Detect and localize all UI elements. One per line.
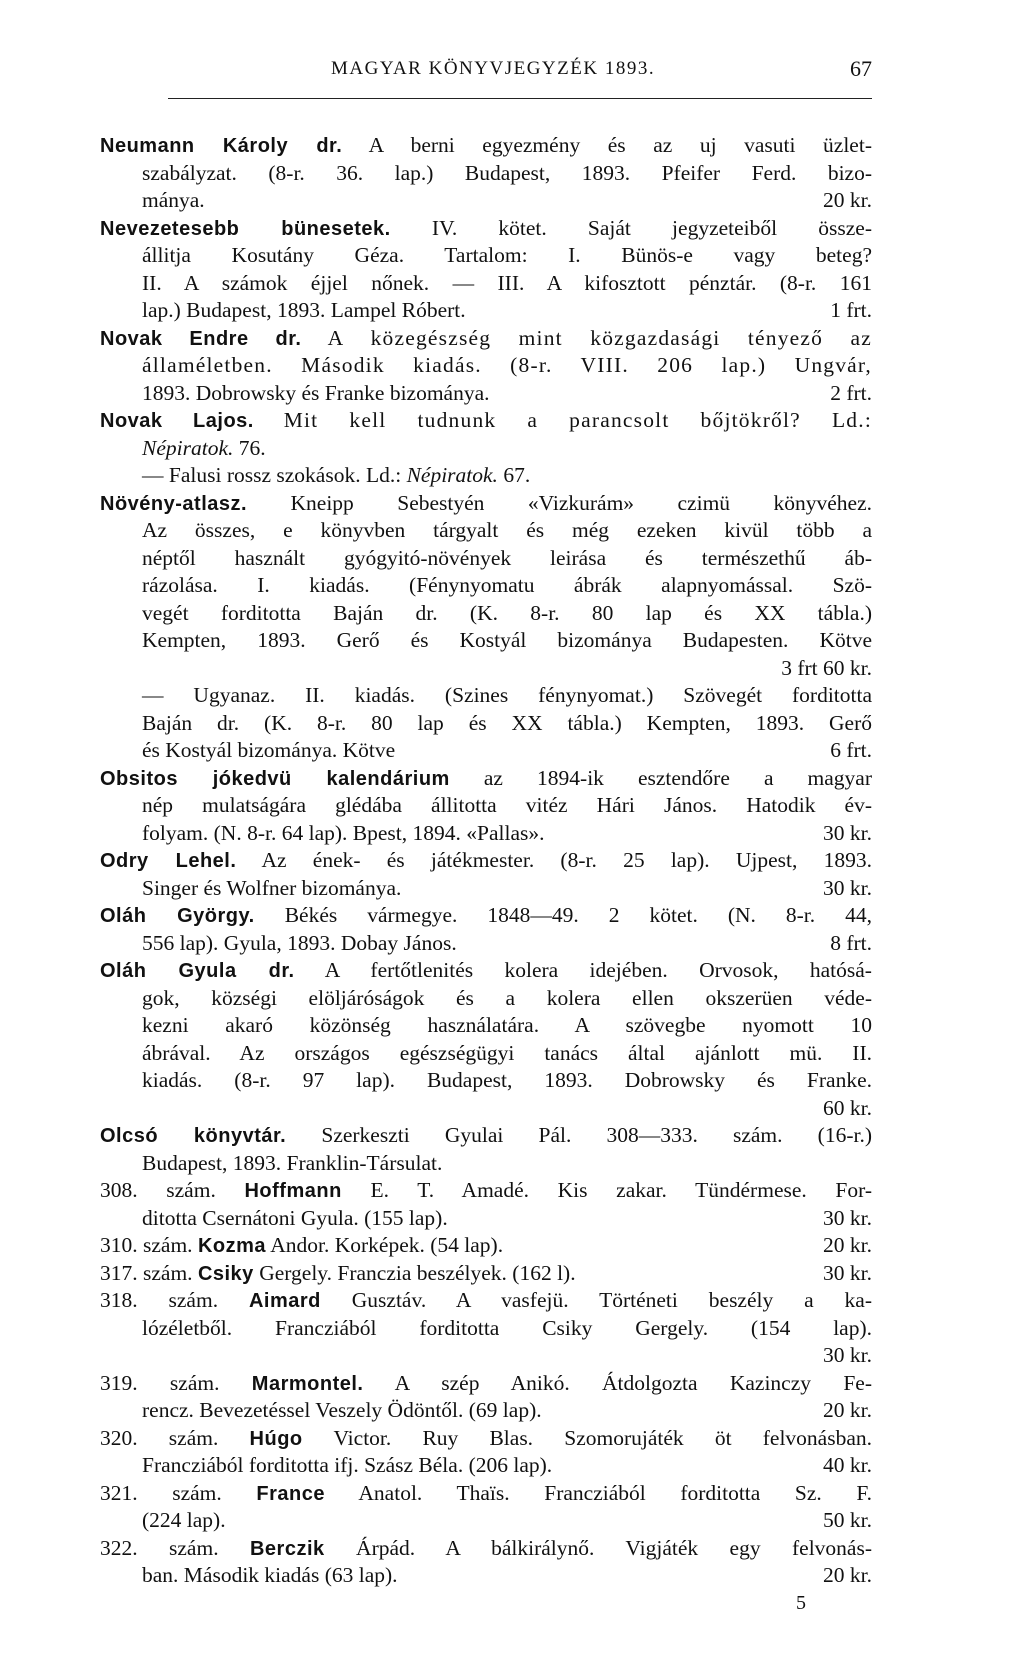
price: 8 frt. [830,930,872,955]
entry-author: Novak Lajos. [100,410,254,432]
price: 30 kr. [823,1260,872,1285]
price: 30 kr. [823,820,872,845]
entry-author: Neumann Károly dr. [100,135,343,157]
text-line [100,1150,872,1178]
entry-text: állitja Kosutány Géza. Tartalom: I. Bünös-e vagy beteg? [142,243,872,267]
text-line [100,462,872,490]
entry-text: Az ének- és játékmester. (8-r. 25 lap). Ujpest, 1893. [261,848,872,872]
price: 30 kr. [823,1205,872,1230]
entry-text: Békés vármegye. 1848—49. 2 kötet. (N. 8-r. 44, [284,903,872,927]
text-line [100,600,872,628]
entry-text: vegét forditotta Baján dr. (K. 8-r. 80 lap és XX tábla.) [142,600,872,625]
text-line [100,1205,872,1233]
text-line [100,1562,872,1590]
text-line [100,242,872,270]
text-line [100,1425,872,1453]
text-line [100,1452,872,1480]
entry-text: és Kostyál bizománya. Kötve [142,738,396,762]
text-line [100,957,872,985]
text-line [100,847,872,875]
text-line [100,930,872,958]
text-line [100,1370,872,1398]
text-line [100,572,872,600]
text-line [100,215,872,243]
entry-text: 310. szám. [100,1233,193,1257]
text-line [100,682,872,710]
entry-text: Anatol. Thaïs. Francziából forditotta Sz. F. [358,1480,873,1505]
text-line [100,435,872,463]
text-line [100,407,872,435]
text-line [100,297,872,325]
entry-text: ábrával. Az országos egészségügyi tanács által ajánlott mü. II. [142,1040,872,1065]
header-rule [168,98,872,99]
entry-author: Hoffmann [244,1180,342,1202]
entry-text: 67. [503,463,531,487]
entry-text: 320. szám. [100,1425,219,1450]
entry-text: lózéletből. Francziából forditotta Csiky Gergely. (154 lap). [142,1315,872,1340]
entry-text: (224 lap). [142,1508,226,1532]
entry-text: 76. [238,435,266,460]
text-line [100,1040,872,1068]
text-line [100,655,872,683]
entry-text: mánya. [142,188,205,212]
entry-text: A közegészség mint közgazdasági tényező az [327,325,872,350]
price: 20 kr. [823,1233,872,1257]
entry-author: Marmontel. [251,1372,364,1395]
text-line [100,490,872,518]
entry-author: Olcsó könyvtár. [100,1125,287,1147]
entry-author: Nevezetesebb bünesetek. [100,217,391,240]
text-line [100,325,872,353]
entry-text: Kneipp Sebestyén «Vizkurám» czimü könyvéhez. [290,490,872,515]
page-header [100,50,872,80]
entry-text: — Ugyanaz. II. kiadás. (Szines fénynyomat.) Szövegét forditotta [142,683,872,707]
entry-text: 317. szám. [100,1260,193,1285]
entry-author: Oláh Gyula dr. [100,960,295,982]
text-line [100,1067,872,1095]
entry-text: államéletben. Második kiadás. (8-r. VIII. 206 lap.) Ungvár, [142,353,872,377]
entry-author: Húgo [249,1427,303,1450]
entry-text: A fertőtlenités kolera idejében. Orvosok, hatósá- [324,958,872,982]
entry-text: 321. szám. [100,1480,222,1505]
entry-text: Gergely. Franczia beszélyek. (162 l). [259,1260,576,1285]
text-line [100,1397,872,1425]
entry-author: Kozma [197,1235,267,1257]
price: 20 kr. [823,1563,872,1587]
text-line [100,820,872,848]
entry-text: II. A számok éjjel nőnek. — III. A kifosztott pénztár. (8-r. 161 [142,270,872,295]
price: 2 frt. [830,380,872,405]
entry-text: ditotta Csernátoni Gyula. (155 lap). [142,1205,448,1230]
entry-text: E. T. Amadé. Kis zakar. Tündérmese. For- [370,1178,873,1202]
entry-text: nép mulatságára glédába állitotta vitéz Hári János. Hatodik év- [142,793,872,817]
price: 20 kr. [823,1398,872,1422]
entry-text: 308. szám. [100,1178,216,1202]
entry-text: az 1894-ik esztendőre a magyar [483,765,873,790]
entry-text: kiadás. (8-r. 97 lap). Budapest, 1893. Dobrowsky és Franke. [142,1068,872,1092]
entry-text: Szerkeszti Gyulai Pál. 308—333. szám. (16-r.) [321,1123,872,1147]
entry-author: Odry Lehel. [100,850,237,872]
entry-author: Növény-atlasz. [100,492,248,515]
text-line [100,160,872,188]
page-number: 67 [850,56,872,81]
entry-text: A szép Anikó. Átdolgozta Kazinczy Fe- [394,1370,872,1395]
text-line [100,1480,872,1508]
text-line [100,1012,872,1040]
text-line [100,517,872,545]
price: 1 frt. [830,298,872,322]
price: 30 kr. [823,875,872,900]
entry-text: Kempten, 1893. Gerő és Kostyál bizománya Budapesten. Kötve [142,628,872,652]
entry-text: — Falusi rossz szokások. Ld.: [142,463,402,487]
text-line [100,132,872,160]
entry-text: 322. szám. [100,1535,219,1560]
text-line [100,187,872,215]
entry-author: Oláh György. [100,905,255,927]
entry-text: Budapest, 1893. Franklin-Társulat. [142,1150,443,1175]
text-line [100,627,872,655]
entry-text: kezni akaró közönség használatára. A szövegbe nyomott 10 [142,1013,872,1037]
text-line [100,792,872,820]
entry-author: Aimard [248,1290,321,1312]
text-line [100,1232,872,1260]
entry-text: 318. szám. [100,1288,219,1312]
text-line [100,1287,872,1315]
entry-author: Csiky [197,1262,254,1285]
entry-text: folyam. (N. 8-r. 64 lap). Bpest, 1894. «Pallas». [142,820,545,845]
text-line [100,1342,872,1370]
entry-text: Az összes, e könyvben tárgyalt és még ezeken kivül több a [142,518,872,542]
price: 50 kr. [823,1508,872,1532]
entry-text: Árpád. A bálkirálynő. Vigjáték egy felvonás- [356,1535,872,1560]
text-line [100,1095,872,1123]
text-line [100,1315,872,1343]
price: 40 kr. [823,1453,872,1477]
price: 30 kr. [823,1343,872,1367]
catalog-entries [100,132,872,1590]
entry-author: Berczik [249,1537,325,1560]
text-line [100,710,872,738]
text-line [100,1122,872,1150]
text-line [100,545,872,573]
text-line [100,985,872,1013]
price: 6 frt. [830,738,872,762]
entry-author: France [256,1482,325,1505]
entry-text: Francziából forditotta ifj. Szász Béla. (206 lap). [142,1453,553,1477]
entry-text: szabályzat. (8-r. 36. lap.) Budapest, 1893. Pfeifer Ferd. bizo- [142,160,872,185]
text-line [100,875,872,903]
entry-text: Gusztáv. A vasfejü. Történeti beszély a ka- [351,1288,873,1312]
text-line [100,380,872,408]
entry-text: 556 lap). Gyula, 1893. Dobay János. [142,930,457,955]
price: 60 kr. [823,1095,872,1120]
entry-text: Népiratok. [406,463,498,487]
entry-text: gok, községi elöljáróságok és a kolera ellen okszerüen véde- [142,985,872,1010]
signature-mark: 5 [796,1592,806,1614]
text-line [100,1177,872,1205]
entry-text: Singer és Wolfner bizománya. [142,875,402,900]
entry-text: Victor. Ruy Blas. Szomorujáték öt felvonásban. [333,1425,872,1450]
text-line [100,765,872,793]
entry-text: ban. Második kiadás (63 lap). [142,1563,398,1587]
text-line [100,1535,872,1563]
entry-text: néptől használt gyógyitó-növények leirása és természethű áb- [142,545,872,570]
price: 3 frt 60 kr. [781,655,872,680]
text-line [100,737,872,765]
entry-author: Obsitos jókedvü kalendárium [100,767,450,790]
price: 20 kr. [823,188,872,212]
entry-text: rencz. Bevezetéssel Veszely Ödöntől. (69 lap). [142,1398,542,1422]
entry-text: lap.) Budapest, 1893. Lampel Róbert. [142,298,466,322]
entry-text: IV. kötet. Saját jegyzeteiből össze- [431,215,873,240]
entry-text: Andor. Korképek. (54 lap). [270,1233,504,1257]
entry-text: A berni egyezmény és az uj vasuti üzlet- [368,133,872,157]
text-line [100,270,872,298]
text-line [100,1260,872,1288]
text-line [100,1507,872,1535]
entry-author: Novak Endre dr. [100,327,302,350]
entry-text: 1893. Dobrowsky és Franke bizománya. [142,380,490,405]
entry-text: Mit kell tudnunk a parancsolt bőjtökről? Ld.: [283,408,872,432]
running-title: MAGYAR KÖNYVJEGYZÉK 1893. [331,58,656,79]
entry-text: Népiratok. [142,435,234,460]
text-line [100,902,872,930]
text-line [100,352,872,380]
entry-text: Baján dr. (K. 8-r. 80 lap és XX tábla.) Kempten, 1893. Gerő [142,710,872,735]
entry-text: 319. szám. [100,1370,220,1395]
entry-text: rázolása. I. kiadás. (Fénynyomatu ábrák alapnyomással. Szö- [142,573,872,597]
